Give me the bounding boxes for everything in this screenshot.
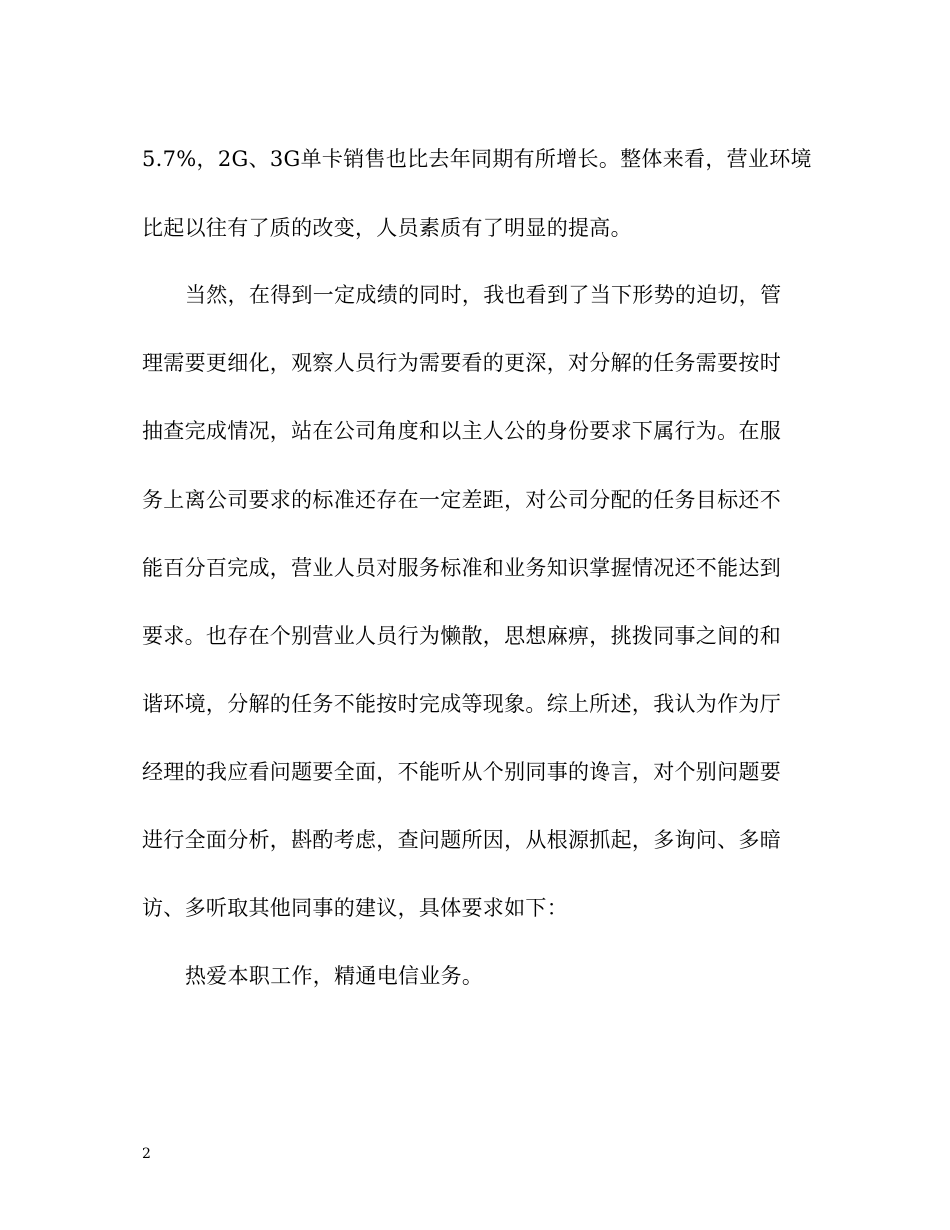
body-text-line: 进行全面分析，斟酌考虑，查问题所因，从根源抓起，多询问、多暗 bbox=[142, 828, 781, 852]
body-text-line: 比起以往有了质的改变，人员素质有了明显的提高。 bbox=[142, 216, 632, 240]
body-text-line: 理需要更细化，观察人员行为需要看的更深，对分解的任务需要按时 bbox=[142, 351, 781, 375]
body-text-line: 能百分百完成，营业人员对服务标准和业务知识掌握情况还不能达到 bbox=[142, 556, 781, 580]
body-text-line: 经理的我应看问题要全面，不能听从个别同事的谗言，对个别问题要 bbox=[142, 760, 781, 784]
body-text-line: 热爱本职工作，精通电信业务。 bbox=[185, 964, 484, 988]
body-text-line: 访、多听取其他同事的建议，具体要求如下： bbox=[142, 896, 568, 920]
body-text-line: 务上离公司要求的标准还存在一定差距，对公司分配的任务目标还不 bbox=[142, 488, 781, 512]
body-text-line: 谐环境，分解的任务不能按时完成等现象。综上所述，我认为作为厅 bbox=[142, 692, 781, 716]
body-text-line: 5.7%，2G、3G单卡销售也比去年同期有所增长。整体来看，营业环境 bbox=[142, 147, 812, 171]
body-text-line: 抽查完成情况，站在公司角度和以主人公的身份要求下属行为。在服 bbox=[142, 419, 781, 443]
body-text-line: 要求。也存在个别营业人员行为懒散，思想麻痹，挑拨同事之间的和 bbox=[142, 624, 781, 648]
page-number: 2 bbox=[142, 1146, 151, 1162]
body-text-line: 当然，在得到一定成绩的同时，我也看到了当下形势的迫切，管 bbox=[185, 283, 782, 307]
